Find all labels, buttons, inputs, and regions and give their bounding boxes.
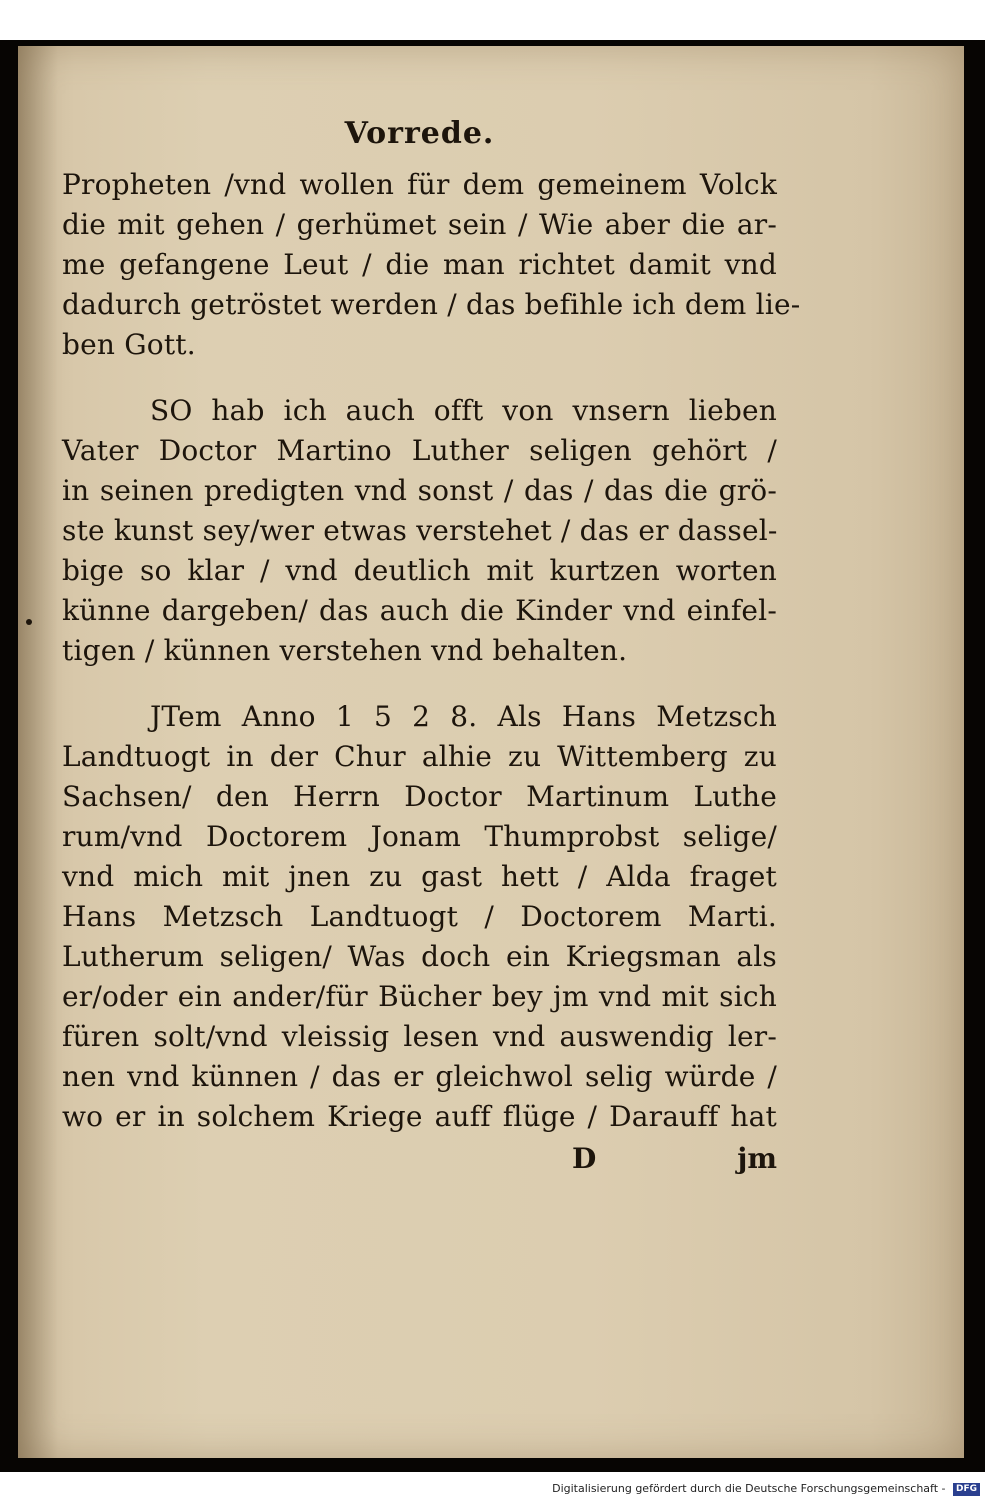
text-line: bige so klar / vnd deutlich mit kurtzen worten [62,554,777,587]
text-line: vnd mich mit jnen zu gast hett / Alda fraget [62,860,777,893]
book-page [18,46,964,1458]
paragraph-3 [62,697,777,1137]
text-line: ben Gott. [62,328,196,361]
text-line: JTem Anno 1 5 2 8. Als Hans Metzsch [150,700,777,733]
catchword: jm [737,1142,777,1175]
text-line: Propheten /vnd wollen für dem gemeinem Volck [62,168,777,201]
dfg-logo: DFG [953,1483,980,1496]
paragraph-1 [62,165,801,365]
text-line: Vater Doctor Martino Luther seligen gehört / [62,434,777,467]
text-line: SO hab ich auch offt von vnsern lieben [150,394,777,427]
text-line: tigen / künnen verstehen vnd behalten. [62,634,628,667]
text-line: nen vnd künnen / das er gleichwol selig würde / [62,1060,777,1093]
text-line: dadurch getröstet werden / das befihle ich dem lie- [62,288,801,321]
running-head: Vorrede. [344,116,495,151]
credit-text: Digitalisierung gefördert durch die Deutsche Forschungsgemeinschaft - [552,1482,946,1495]
text-line: me gefangene Leut / die man richtet damit vnd [62,248,777,281]
text-line: ste kunst sey/wer etwas verstehet / das er dassel- [62,514,778,547]
catchword-row [62,1139,777,1179]
text-line: in seinen predigten vnd sonst / das / das die grö- [62,474,777,507]
text-line: künne dargeben/ das auch die Kinder vnd einfel- [62,594,777,627]
scan-background [0,40,985,1472]
text-line: rum/vnd Doctorem Jonam Thumprobst selige/ [62,820,777,853]
text-line: wo er in solchem Kriege auff flüge / Darauff hat [62,1100,777,1133]
text-line: die mit gehen / gerhümet sein / Wie aber die ar- [62,208,777,241]
text-line: füren solt/vnd vleissig lesen vnd auswendig ler- [62,1020,777,1053]
signature-mark: D [572,1142,597,1175]
margin-mark [26,619,32,625]
text-line: Hans Metzsch Landtuogt / Doctorem Marti. [62,900,777,933]
text-line: Sachsen/ den Herrn Doctor Martinum Luthe [62,780,777,813]
text-block [62,116,801,1179]
text-line: Lutherum seligen/ Was doch ein Kriegsman als [62,940,777,973]
text-line: Landtuogt in der Chur alhie zu Wittemberg zu [62,740,777,773]
paragraph-2 [62,391,777,671]
text-line: er/oder ein ander/für Bücher bey jm vnd mit sich [62,980,777,1013]
footer-credit [0,1480,1000,1498]
